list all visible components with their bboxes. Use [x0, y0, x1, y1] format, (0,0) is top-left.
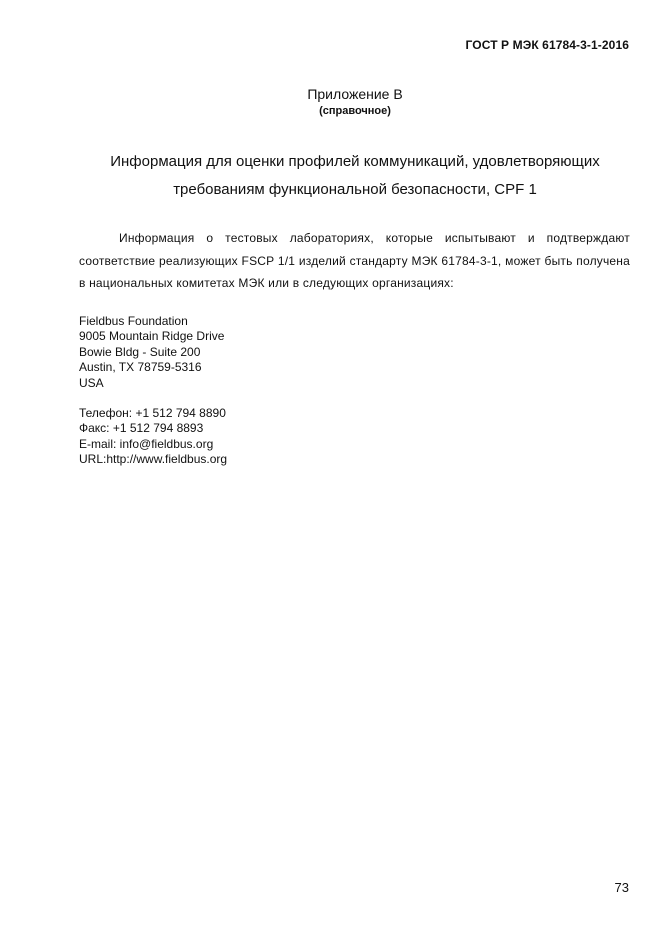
section-heading-line-1: Информация для оценки профилей коммуникаций, удовлетворяющих [110, 153, 600, 170]
address-line: Fieldbus Foundation [79, 314, 188, 328]
email-line: E-mail: info@fieldbus.org [79, 436, 214, 451]
address-line: 9005 Mountain Ridge Drive [79, 329, 225, 344]
appendix-subtitle: (справочное) [319, 105, 391, 117]
section-heading-line-2: требованиям функциональной безопасности, CPF 1 [173, 181, 537, 198]
page-number: 73 [614, 880, 629, 895]
address-line: Bowie Bldg - Suite 200 [79, 344, 201, 359]
fax-line: Факс: +1 512 794 8893 [79, 421, 204, 436]
appendix-title: Приложение В [307, 86, 403, 102]
url-line: URL:http://www.fieldbus.org [79, 452, 228, 467]
organization-address [79, 314, 224, 391]
intro-paragraph: Информация о тестовых лабораториях, которые испытывают и подтверждают соответствие реализующих FSCP 1/1 изделий стандарту МЭК 61784-3-1, может быть получена в национальных комитетах МЭК или в следующих организациях: [79, 231, 630, 290]
document-code: ГОСТ Р МЭК 61784-3-1-2016 [465, 38, 629, 52]
section-heading [60, 148, 650, 204]
organization-contacts [79, 406, 227, 468]
address-line: Austin, TX 78759-5316 [79, 360, 202, 375]
phone-line: Телефон: +1 512 794 8890 [79, 406, 226, 420]
address-line: USA [79, 375, 104, 390]
